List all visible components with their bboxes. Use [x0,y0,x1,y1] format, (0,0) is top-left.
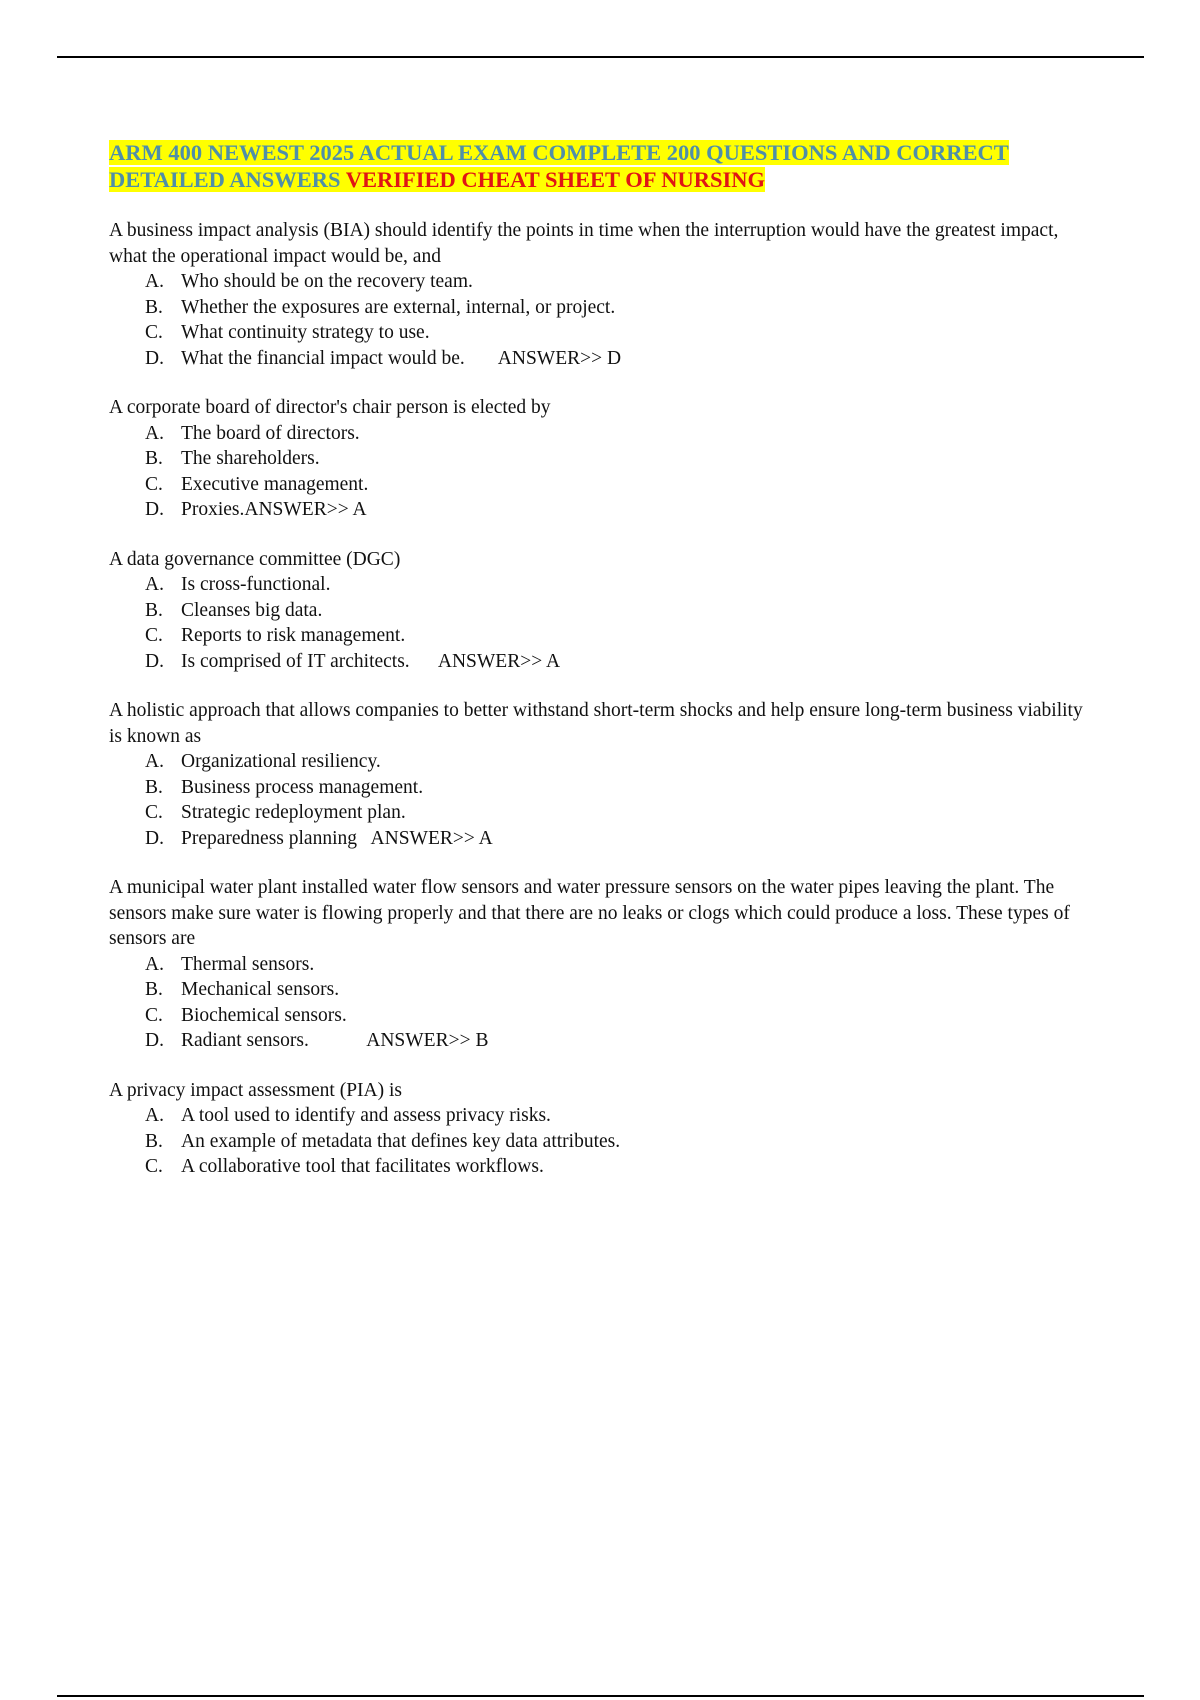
question-block [109,395,1089,523]
answer-option [145,572,1089,598]
option-letter: D. [145,650,164,672]
answer-option [145,320,1089,346]
option-text: Whether the exposures are external, internal, or project. [181,296,616,318]
question-list [109,218,1089,1180]
option-letter: D. [145,1030,164,1051]
option-text: Preparedness planning [181,827,357,849]
answer-option [145,269,1089,295]
answer-key: ANSWER>> B [308,1030,489,1051]
option-text: Who should be on the recovery team. [181,271,473,292]
answer-option [145,472,1089,498]
option-text: What continuity strategy to use. [181,322,430,343]
question-stem: A municipal water plant installed water flow sensors and water pressure sensors on the water pipes leaving the plant. The sensors make sure water is flowing properly and that there are no leaks or clogs which could produce a loss. These types of sensors are [109,877,1070,949]
option-letter: B. [145,296,163,318]
question-stem: A corporate board of director's chair person is elected by [109,397,551,418]
option-letter: C. [145,473,163,495]
option-text: Cleanses big data. [181,599,323,621]
option-text: What the financial impact would be. [181,347,465,369]
answer-option [145,421,1089,447]
option-letter: C. [145,1156,163,1177]
answer-option [145,346,1089,372]
option-text: Organizational resiliency. [181,751,381,772]
option-text: Proxies.ANSWER>> A [181,499,367,520]
option-text: A tool used to identify and assess privacy risks. [181,1105,551,1126]
answer-option [145,775,1089,801]
option-letter: A. [145,751,164,772]
answer-option [145,295,1089,321]
answer-option [145,446,1089,472]
option-letter: B. [145,776,163,798]
option-text: Business process management. [181,776,424,798]
option-letter: C. [145,322,163,343]
question-stem: A holistic approach that allows companies to better withstand short-term shocks and help ensure long-term business viability is known as [109,700,1083,747]
answer-options [109,749,1089,851]
answer-key: ANSWER>> A [357,827,493,849]
answer-option [145,1028,1089,1054]
option-text: The board of directors. [181,422,360,444]
option-text: A collaborative tool that facilitates workflows. [181,1156,544,1177]
option-text: The shareholders. [181,448,320,469]
option-letter: C. [145,625,163,646]
answer-option [145,749,1089,775]
option-text: Thermal sensors. [181,953,315,975]
answer-options [109,421,1089,523]
answer-option [145,952,1089,978]
option-letter: D. [145,347,164,369]
answer-key: ANSWER>> A [409,650,561,672]
answer-options [109,269,1089,371]
answer-option [145,1103,1089,1129]
option-text: Biochemical sensors. [181,1004,347,1026]
option-letter: D. [145,827,164,849]
question-block [109,547,1089,675]
document-title [109,139,1089,193]
option-text: Executive management. [181,473,369,495]
answer-options [109,1103,1089,1180]
answer-option [145,977,1089,1003]
answer-option [145,800,1089,826]
answer-option [145,1154,1089,1180]
page-top-rule [57,56,1144,58]
option-letter: A. [145,1105,164,1126]
option-letter: B. [145,599,163,621]
answer-options [109,572,1089,674]
answer-option [145,826,1089,852]
question-stem: A data governance committee (DGC) [109,548,401,570]
answer-option [145,1129,1089,1155]
option-text: Radiant sensors. [181,1030,309,1051]
option-letter: B. [145,979,163,1000]
title-main: ARM 400 NEWEST 2025 ACTUAL EXAM COMPLETE 200 QUESTIONS AND CORRECT DETAILED ANSWERS [109,140,1009,192]
document-body [109,139,1089,1204]
option-text: Is comprised of IT architects. [181,650,410,672]
title-tagline: VERIFIED CHEAT SHEET OF NURSING [345,167,766,192]
option-text: Is cross-functional. [181,574,331,595]
option-letter: A. [145,271,164,292]
question-stem: A privacy impact assessment (PIA) is [109,1079,402,1101]
answer-option [145,649,1089,675]
answer-option [145,598,1089,624]
answer-option [145,623,1089,649]
option-letter: A. [145,422,164,444]
question-stem: A business impact analysis (BIA) should identify the points in time when the interruption would have the greatest impact, what the operational impact would be, and [109,220,1059,267]
answer-options [109,952,1089,1054]
question-block [109,218,1089,371]
option-letter: B. [145,1130,163,1152]
option-letter: A. [145,953,164,975]
option-letter: D. [145,499,164,520]
answer-key: ANSWER>> D [464,347,622,369]
answer-option [145,497,1089,523]
option-letter: A. [145,574,164,595]
option-letter: C. [145,1004,163,1026]
question-block [109,875,1089,1054]
answer-option [145,1003,1089,1029]
question-block [109,698,1089,851]
option-letter: C. [145,802,163,823]
question-block [109,1078,1089,1180]
page-bottom-rule [57,1695,1144,1697]
option-letter: B. [145,448,163,469]
option-text: Reports to risk management. [181,625,406,646]
option-text: An example of metadata that defines key data attributes. [181,1130,621,1152]
option-text: Mechanical sensors. [181,979,340,1000]
option-text: Strategic redeployment plan. [181,802,406,823]
